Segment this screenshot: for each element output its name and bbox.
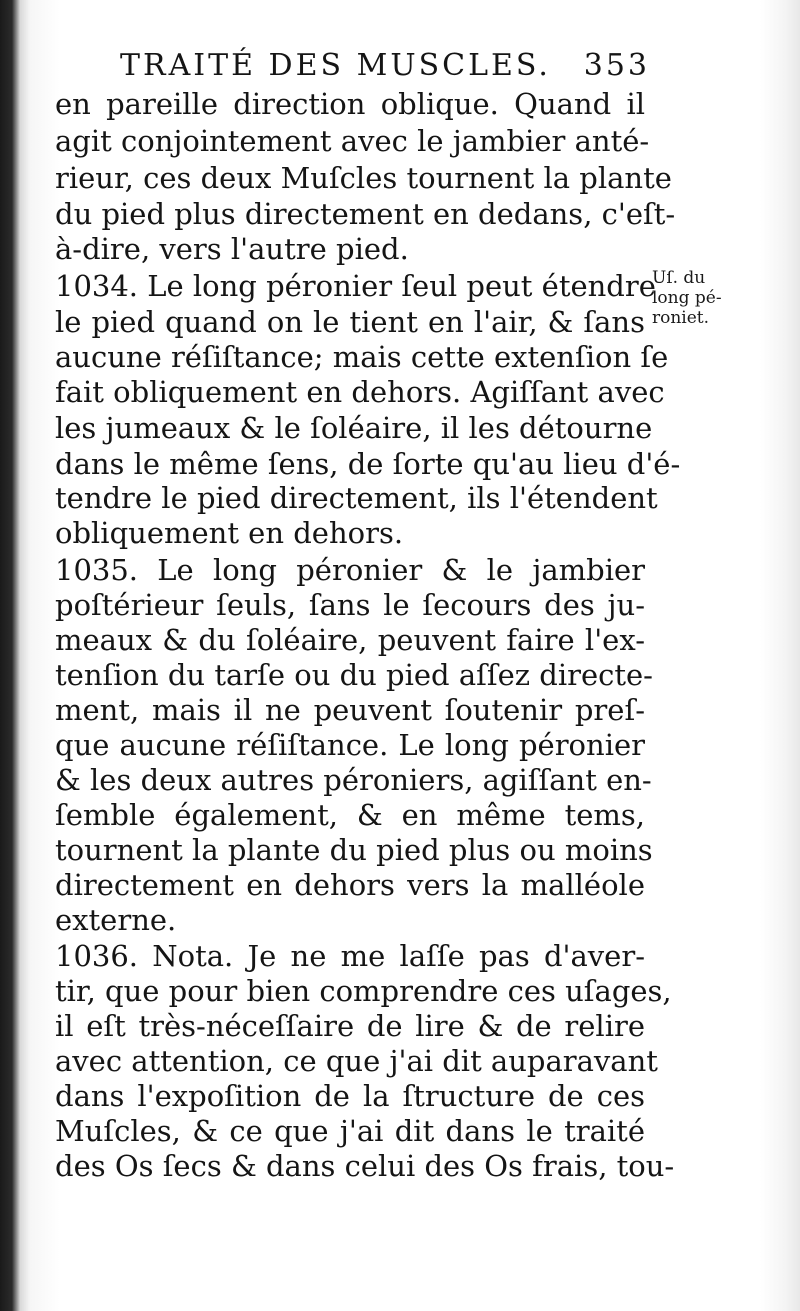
text-line: & les deux autres péroniers, agiſſant en- <box>55 763 652 797</box>
text-line: que aucune réſiſtance. Le long péronier <box>55 728 645 762</box>
text-line: poſtérieur ſeuls, ſans le ſecours des ju- <box>55 588 645 622</box>
text-line: obliquement en dehors. <box>55 516 404 550</box>
text-line: le pied quand on le tient en l'air, & ſans <box>55 305 645 339</box>
text-line: il eſt très-néceſſaire de lire & de relire <box>55 1009 645 1043</box>
margin-note <box>652 268 747 328</box>
text-line: rieur, ces deux Muſcles tournent la plante <box>55 161 672 195</box>
text-line: fait obliquement en dehors. Agiſſant avec <box>55 375 665 409</box>
text-line: ment, mais il ne peuvent ſoutenir preſ- <box>55 693 645 727</box>
text-line: des Os ſecs & dans celui des Os frais, tou- <box>55 1149 675 1183</box>
text-line: tendre le pied directement, ils l'étendent <box>55 481 658 515</box>
paragraph-1035-start: 1035. Le long péronier & le jambier <box>55 553 645 587</box>
text-line: dans l'expoſition de la ſtructure de ces <box>55 1079 645 1113</box>
text-line: tournent la plante du pied plus ou moins <box>55 833 653 867</box>
text-line: meaux & du ſoléaire, peuvent faire l'ex- <box>55 623 645 657</box>
text-line: dans le même ſens, de ſorte qu'au lieu d'é- <box>55 447 681 481</box>
text-line: avec attention, ce que j'ai dit auparavant <box>55 1044 658 1078</box>
margin-note-line: roniet. <box>652 308 710 328</box>
text-line: agit conjointement avec le jambier anté- <box>55 124 650 158</box>
text-line: à-dire, vers l'autre pied. <box>55 232 409 266</box>
text-line: tir, que pour bien comprendre ces uſages, <box>55 974 672 1008</box>
text-line: ſemble également, & en même tems, <box>55 798 645 832</box>
text-line: externe. <box>55 903 177 937</box>
page-number: 353 <box>583 48 650 83</box>
paragraph-1034-start: 1034. Le long péronier ſeul peut étendre <box>55 269 656 303</box>
text-line: du pied plus directement en dedans, c'eſt- <box>55 197 676 231</box>
text-line: Muſcles, & ce que j'ai dit dans le traité <box>55 1114 645 1148</box>
text-line: les jumeaux & le ſoléaire, il les détourne <box>55 411 653 445</box>
margin-note-line: Uſ. du <box>652 268 706 288</box>
paragraph-1036-start: 1036. Nota. Je ne me laſſe pas d'aver- <box>55 939 645 973</box>
text-line: directement en dehors vers la malléole <box>55 868 645 902</box>
margin-note-line: long pé- <box>652 288 722 308</box>
text-line: aucune réſiſtance; mais cette extenſion ſe <box>55 340 669 374</box>
text-line: tenſion du tarſe ou du pied aſſez directe- <box>55 658 653 692</box>
running-title: TRAITÉ DES MUSCLES. <box>120 48 551 83</box>
text-line: en pareille direction oblique. Quand il <box>55 87 645 121</box>
